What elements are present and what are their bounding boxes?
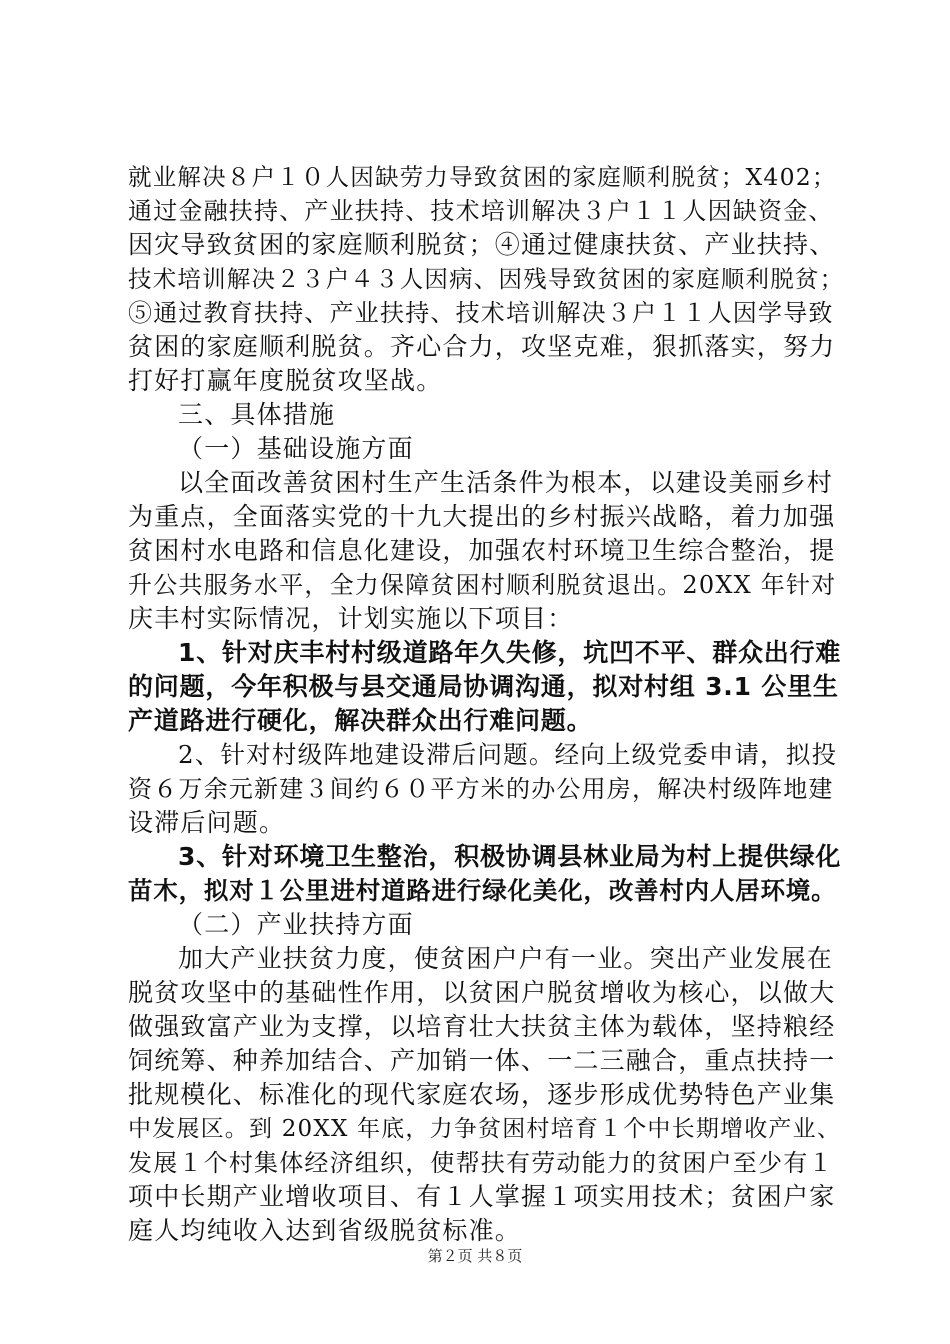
text-line: 1、针对庆丰村村级道路年久失修，坑凹不平、群众出行难 [178,638,842,667]
text-line: 设滞后问题。 [128,808,286,837]
list-item-2 [128,738,843,840]
text-line: 发展１个村集体经济组织，使帮扶有劳动能力的贫困户至少有１ [128,1149,834,1177]
text-line: 饲统筹、种养加结合、产加销一体、一二三融合，重点扶持一 [128,1046,836,1075]
paragraph-infrastructure [128,466,843,636]
paragraph-intro-tail [128,160,843,398]
text-line: 因灾导致贫困的家庭顺利脱贫；④通过健康扶贫、产业扶持、 [128,230,836,259]
text-line: 加大产业扶贫力度，使贫困户户有一业。突出产业发展在 [178,944,834,973]
text-line: 中发展区。到 20XX 年底，力争贫困村培育１个中长期增收产业、 [128,1116,842,1142]
text-line: 贫困的家庭顺利脱贫。齐心合力，攻坚克难，狠抓落实，努力 [128,332,836,361]
text-line: 打好打赢年度脱贫攻坚战。 [128,366,443,395]
text-line: 产道路进行硬化，解决群众出行难问题。 [128,706,593,735]
text-line: 项中长期产业增收项目、有１人掌握１项实用技术；贫困户家 [128,1182,836,1211]
section-heading: 三、具体措施 [178,400,336,429]
text-line: 贫困村水电路和信息化建设，加强农村环境卫生综合整治，提 [128,536,836,565]
text-line: 技术培训解决２３户４３人因病、因残导致贫困的家庭顺利脱贫； [128,265,845,293]
text-line: 做强致富产业为支撑，以培育壮大扶贫主体为载体，坚持粮经 [128,1012,836,1041]
text-line: 脱贫攻坚中的基础性作用，以贫困户脱贫增收为核心，以做大 [128,978,836,1007]
text-line: 为重点，全面落实党的十九大提出的乡村振兴战略，着力加强 [128,502,836,531]
text-line: 就业解决８户１０人因缺劳力导致贫困的家庭顺利脱贫；X402； [128,163,837,191]
list-item-1 [128,636,843,738]
subsection-heading: （二）产业扶持方面 [178,910,414,939]
subsection-heading: （一）基础设施方面 [178,434,414,463]
text-line: 庭人均纯收入达到省级脱贫标准。 [128,1216,522,1245]
text-line: 庆丰村实际情况，计划实施以下项目： [128,604,574,633]
text-line: 批规模化、标准化的现代家庭农场，逐步形成优势特色产业集 [128,1080,836,1109]
text-line: 的问题，今年积极与县交通局协调沟通，拟对村组 3.1 公里生 [128,672,839,701]
text-line: 2、针对村级阵地建设滞后问题。经向上级党委申请，拟投 [178,740,838,769]
text-line: 升公共服务水平，全力保障贫困村顺利脱贫退出。20XX 年针对 [128,571,837,599]
paragraph-industry [128,942,843,1248]
page-number-footer: 第２页 共８页 [427,1247,523,1265]
document-body [128,160,843,1248]
list-item-3 [128,840,843,908]
text-line: 资６万余元新建３间约６０平方米的办公用房，解决村级阵地建 [128,775,834,803]
text-line: 苗木，拟对１公里进村道路进行绿化美化，改善村内人居环境。 [128,876,837,905]
text-line: 3、针对环境卫生整治，积极协调县林业局为村上提供绿化 [178,842,842,871]
text-line: ⑤通过教育扶持、产业扶持、技术培训解决３户１１人因学导致 [128,299,834,327]
text-line: 以全面改善贫困村生产生活条件为根本，以建设美丽乡村 [178,468,834,497]
text-line: 通过金融扶持、产业扶持、技术培训解决３户１１人因缺资金、 [128,197,834,225]
